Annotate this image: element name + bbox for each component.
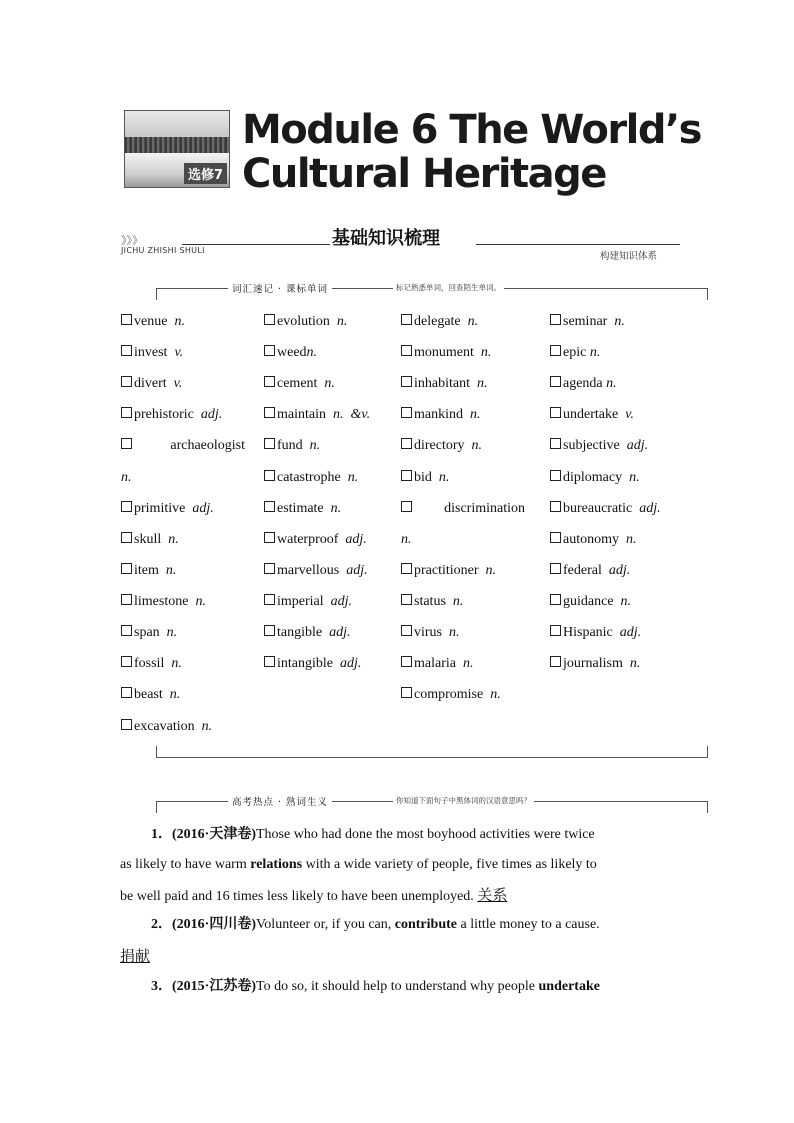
checkbox-icon [121,376,132,387]
vocab-item: limestone n. [121,594,206,610]
checkbox-icon [264,532,275,543]
vocab-box-left-bottom [156,746,157,757]
checkbox-icon [401,656,412,667]
vocab-pos-wrap: n. [401,532,412,547]
title-line-2: Cultural Heritage [242,151,606,197]
checkbox-icon [121,407,132,418]
banner-line-right [476,244,680,245]
checkbox-icon [550,594,561,605]
vocab-item: primitive adj. [121,501,214,517]
module-logo [124,110,230,188]
checkbox-icon [401,376,412,387]
answer-2: 捐献 [120,947,151,965]
checkbox-icon [264,314,275,325]
vocab-item: practitioner n. [401,563,496,579]
vocab-item: bureaucratic adj. [550,501,661,517]
vocab-item: invest v. [121,345,183,361]
checkbox-icon [121,687,132,698]
vocab-item: intangible adj. [264,656,361,672]
sentence-1-line-1: 1．(2016·天津卷)Those who had done the most boyhood activities were twice [151,827,595,842]
checkbox-icon [401,407,412,418]
vocab-item: skull n. [121,532,179,548]
checkbox-icon [550,470,561,481]
vocab-item: item n. [121,563,176,579]
checkbox-icon [264,407,275,418]
checkbox-icon [121,594,132,605]
vocab-box-right-bottom [707,746,708,757]
vocab-item: malaria n. [401,656,473,672]
checkbox-icon [401,314,412,325]
hot-note: 你知道下面句子中黑体词的汉语意思吗？ [393,795,534,806]
vocab-item: evolution n. [264,314,347,330]
checkbox-icon [264,438,275,449]
answer-1: 关系 [477,886,508,904]
vocab-item: epic n. [550,345,600,361]
checkbox-icon [401,438,412,449]
vocab-item: fossil n. [121,656,182,672]
checkbox-icon [121,625,132,636]
checkbox-icon [550,532,561,543]
vocab-item: beast n. [121,687,180,703]
vocab-item: seminar n. [550,314,625,330]
checkbox-icon [121,345,132,356]
checkbox-icon [121,656,132,667]
hot-box-right-top [707,801,708,813]
sentence-2-line-2 [120,941,150,973]
vocab-item: guidance n. [550,594,631,610]
vocab-item: archaeologist [121,438,245,454]
vocab-item: marvellous adj. [264,563,368,579]
vocab-pos-wrap: n. [121,470,132,485]
section-title: 基础知识梳理 [332,228,440,249]
vocab-item: bid n. [401,470,449,486]
checkbox-icon [121,438,132,449]
checkbox-icon [264,656,275,667]
checkbox-icon [550,345,561,356]
vocab-item: status n. [401,594,463,610]
vocab-item: weedn. [264,345,317,361]
banner-line-left [182,244,330,245]
checkbox-icon [121,314,132,325]
sentence-1-line-2: as likely to have warm relations with a wide variety of people, five times as likely to [120,857,597,872]
checkbox-icon [550,376,561,387]
vocab-item: excavation n. [121,719,212,735]
vocab-box-left-top [156,288,157,300]
vocab-item: agenda n. [550,376,617,392]
checkbox-icon [264,594,275,605]
checkbox-icon [264,470,275,481]
vocab-item: Hispanic adj. [550,625,641,641]
vocab-item: directory n. [401,438,482,454]
checkbox-icon [264,345,275,356]
forest-image [125,137,229,153]
vocab-note: 标记熟悉单词，回查陌生单词。 [393,282,504,293]
vocab-item: prehistoric adj. [121,407,222,423]
vocab-item: fund n. [264,438,320,454]
vocab-item: diplomacy n. [550,470,640,486]
vocab-item: maintain n. &v. [264,407,370,423]
vocab-item: imperial adj. [264,594,352,610]
vocab-item: span n. [121,625,177,641]
checkbox-icon [550,625,561,636]
vocab-item: autonomy n. [550,532,637,548]
vocab-item: catastrophe n. [264,470,358,486]
vocab-item: subjective adj. [550,438,648,454]
checkbox-icon [550,314,561,325]
checkbox-icon [550,407,561,418]
vocab-heading: 词汇速记 · 课标单词 [228,281,332,295]
vocab-box-bottom [156,757,708,758]
sentence-2-line-1: 2．(2016·四川卷)Volunteer or, if you can, contribute a little money to a cause. [151,917,600,932]
section-pinyin: JICHU ZHISHI SHULI [121,246,205,255]
vocab-item: delegate n. [401,314,478,330]
vocab-item: venue n. [121,314,185,330]
checkbox-icon [550,656,561,667]
vocab-box-right-top [707,288,708,300]
vocab-item: virus n. [401,625,460,641]
checkbox-icon [401,687,412,698]
sentence-3-line-1: 3．(2015·江苏卷)To do so, it should help to understand why people undertake [151,979,600,994]
checkbox-icon [264,563,275,574]
checkbox-icon [264,625,275,636]
vocab-item: cement n. [264,376,335,392]
checkbox-icon [264,501,275,512]
vocab-item: estimate n. [264,501,341,517]
vocab-item: waterproof adj. [264,532,367,548]
vocab-item: federal adj. [550,563,630,579]
checkbox-icon [401,501,412,512]
logo-tag: 选修7 [184,163,227,184]
page-title [242,108,701,196]
vocab-item: tangible adj. [264,625,351,641]
section-arrows: 》》》 [121,234,143,247]
vocab-item: undertake v. [550,407,634,423]
checkbox-icon [550,438,561,449]
vocab-item: inhabitant n. [401,376,488,392]
vocab-item: journalism n. [550,656,640,672]
checkbox-icon [121,719,132,730]
checkbox-icon [121,501,132,512]
checkbox-icon [264,376,275,387]
section-subtitle: 构建知识体系 [600,251,658,262]
sentence-1-line-3: be well paid and 16 times less likely to have been unemployed. 关系 [120,886,508,904]
checkbox-icon [121,532,132,543]
checkbox-icon [401,625,412,636]
checkbox-icon [550,563,561,574]
checkbox-icon [401,470,412,481]
vocab-item: mankind n. [401,407,481,423]
title-line-1: Module 6 The World’s [242,107,701,153]
checkbox-icon [401,594,412,605]
vocab-item: divert v. [121,376,182,392]
vocab-item: discrimination [401,501,525,517]
checkbox-icon [550,501,561,512]
hot-heading: 高考热点 · 熟词生义 [228,794,332,808]
hot-box-left-top [156,801,157,813]
vocab-item: compromise n. [401,687,501,703]
checkbox-icon [121,563,132,574]
checkbox-icon [401,563,412,574]
vocab-item: monument n. [401,345,491,361]
checkbox-icon [401,345,412,356]
